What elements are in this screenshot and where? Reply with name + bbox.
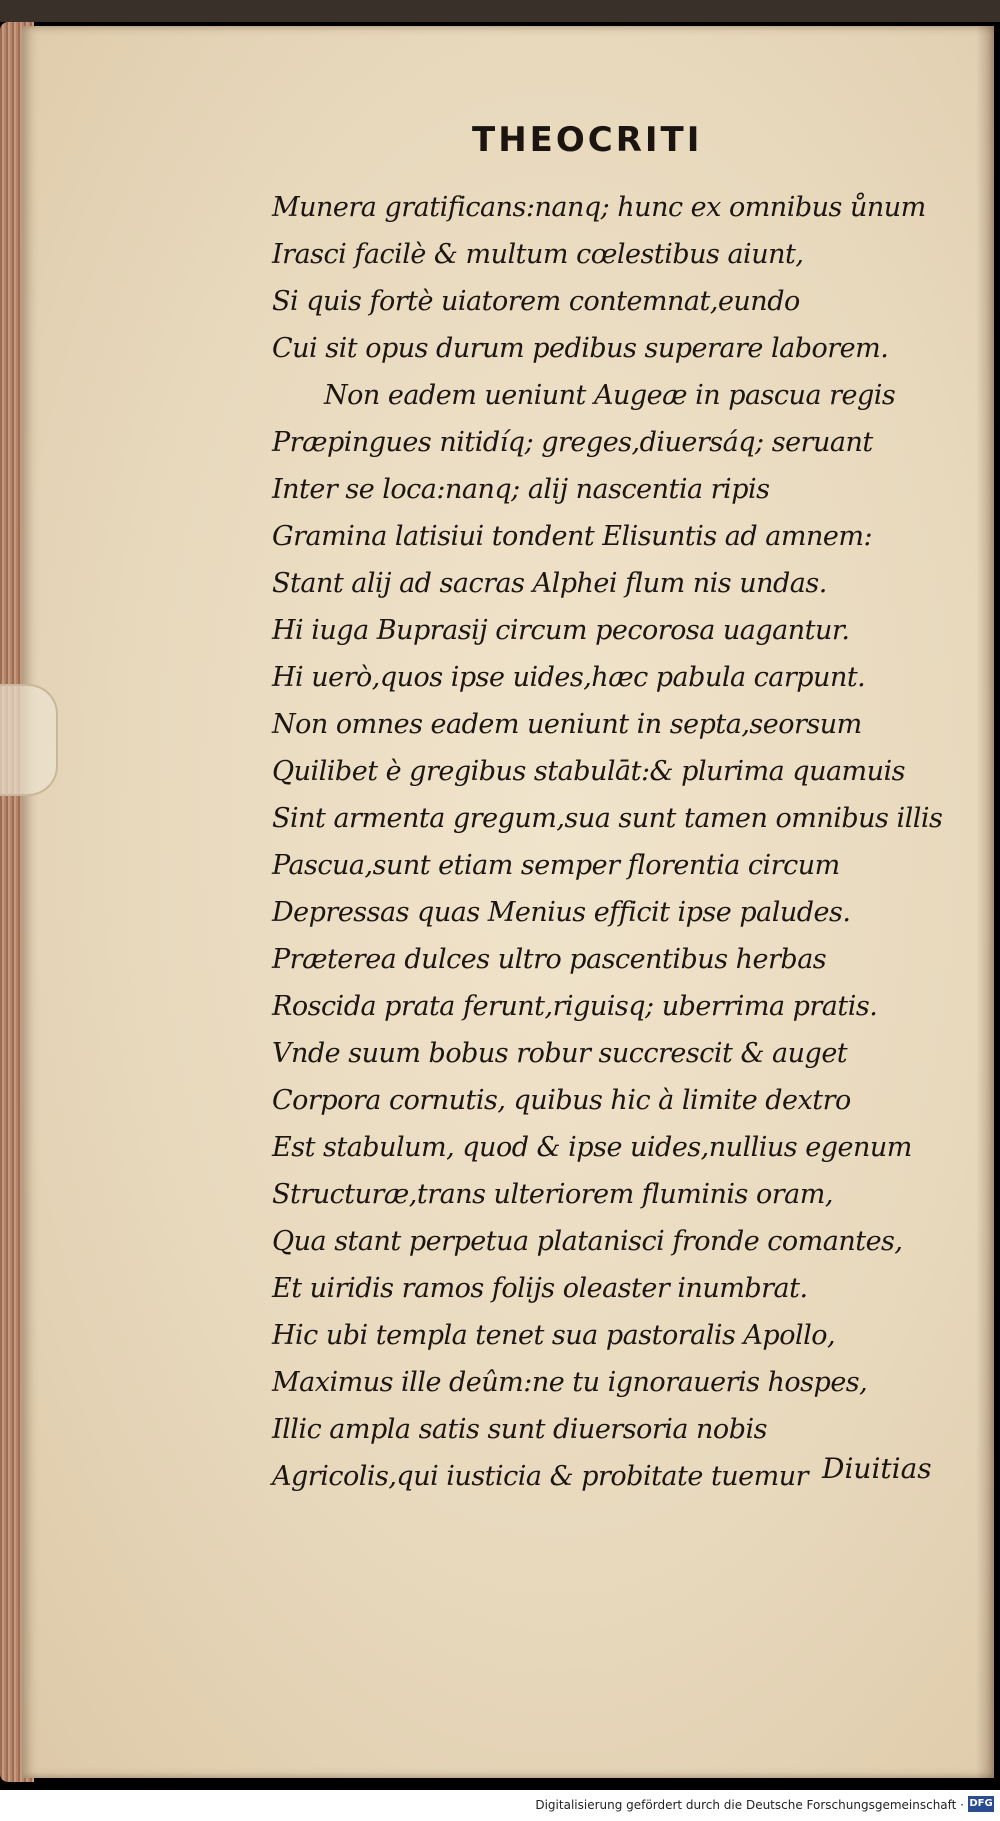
verse-line: Hi iuga Buprasij circum pecorosa uagantur. [272, 615, 850, 646]
verse-line: Stant alij ad sacras Alphei flum nis undas. [272, 568, 827, 599]
verse-line: Irasci facilè & multum cœlestibus aiunt, [272, 239, 804, 270]
page-tab-marker [0, 684, 58, 796]
verse-line: Sint armenta gregum,sua sunt tamen omnibus illis [272, 803, 943, 834]
verse-line: Non eadem ueniunt Augeæ in pascua regis [324, 380, 896, 411]
dfg-logo-icon: DFG [968, 1796, 994, 1812]
verse-line: Illic ampla satis sunt diuersoria nobis [272, 1414, 767, 1445]
verse-line: Qua stant perpetua platanisci fronde comantes, [272, 1226, 903, 1257]
verse-line: Munera gratificans:nanq; hunc ex omnibus ůnum [272, 192, 926, 223]
footer-bar [0, 1790, 1000, 1821]
verse-line: Non omnes eadem ueniunt in septa,seorsum [272, 709, 862, 740]
verse-line: Et uiridis ramos folijs oleaster inumbrat. [272, 1273, 808, 1304]
verse-line: Corpora cornutis, quibus hic à limite dextro [272, 1085, 851, 1116]
verse-line: Quilibet è gregibus stabulāt:& plurima quamuis [272, 756, 906, 787]
verse-line: Si quis fortè uiatorem contemnat,eundo [272, 286, 800, 317]
verse-line: Præterea dulces ultro pascentibus herbas [272, 944, 827, 975]
running-header: THEOCRITI [472, 120, 703, 160]
page-gutter-shadow [976, 26, 994, 1778]
verse-text [272, 184, 972, 1500]
verse-line: Hic ubi templa tenet sua pastoralis Apollo, [272, 1320, 836, 1351]
verse-line: Structuræ,trans ulteriorem fluminis oram, [272, 1179, 833, 1210]
verse-line: Depressas quas Menius efficit ipse paludes. [272, 897, 851, 928]
verse-line: Pascua,sunt etiam semper florentia circum [272, 850, 840, 881]
verse-line: Roscida prata ferunt,riguisq; uberrima pratis. [272, 991, 878, 1022]
verse-line: Præpingues nitidíq; greges,diuersáq; seruant [272, 427, 873, 458]
catchword: Diuitias [822, 1452, 932, 1485]
verse-line: Est stabulum, quod & ipse uides,nullius egenum [272, 1132, 912, 1163]
verse-line: Inter se loca:nanq; alij nascentia ripis [272, 474, 770, 505]
footer-credit: Digitalisierung gefördert durch die Deutsche Forschungsgemeinschaft · [535, 1798, 964, 1812]
verse-line: Cui sit opus durum pedibus superare laborem. [272, 333, 889, 364]
verse-line: Agricolis,qui iusticia & probitate tuemur [272, 1461, 809, 1492]
verse-line: Maximus ille deûm:ne tu ignoraueris hospes, [272, 1367, 868, 1398]
verse-line: Hi uerò,quos ipse uides,hæc pabula carpunt. [272, 662, 866, 693]
verse-line: Vnde suum bobus robur succrescit & auget [272, 1038, 848, 1069]
verse-line: Gramina latisiui tondent Elisuntis ad amnem: [272, 521, 873, 552]
